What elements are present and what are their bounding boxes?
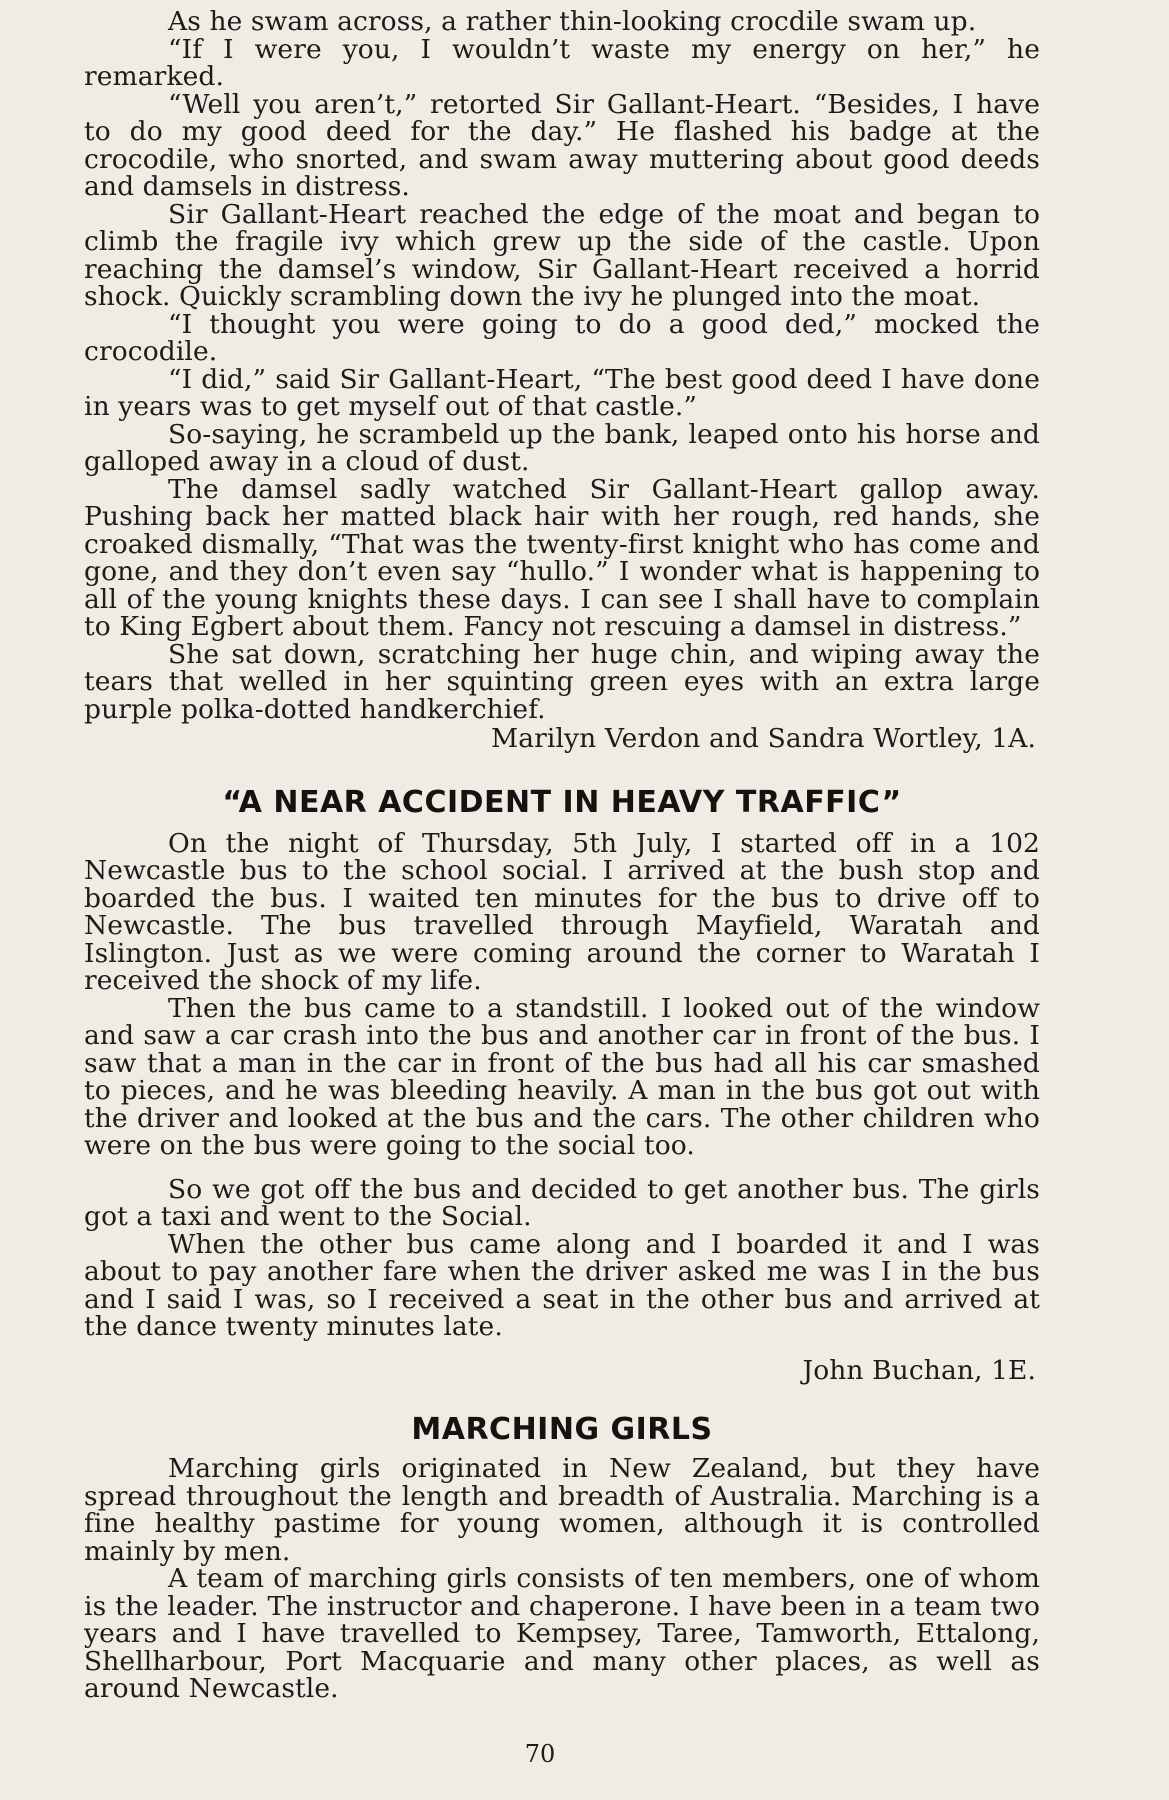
story1-paragraph: Sir Gallant-Heart reached the edge of the moat and began to climb the fragile ivy which grew up the side of the castle. Upon reaching the damsel’s window, Sir Gallant-Heart received a horrid shock. Quickly scrambling down the ivy he plunged into the moat. (84, 198, 1040, 312)
page-number: 70 (524, 1740, 556, 1768)
story2-paragraph: So we got off the bus and decided to get another bus. The girls got a taxi and went to the Social. (84, 1173, 1040, 1232)
story3-paragraph: A team of marching girls consists of ten members, one of whom is the leader. The instructor and chaperone. I have been in a team two years and I have travelled to Kempsey, Taree, Tamworth, Ettalong, Shellharbour, Port Macquarie and many other places, as well as around Newcastle. (84, 1563, 1040, 1704)
story2-paragraph: On the night of Thursday, 5th July, I started off in a 102 Newcastle bus to the school social. I arrived at the bush stop and boarded the bus. I waited ten minutes for the bus to drive off to Newcastle. The bus travelled through Mayfield, Waratah and Islington. Just as we were coming around the corner to Waratah I received the shock of my life. (84, 827, 1040, 996)
story1-paragraph: “Well you aren’t,” retorted Sir Gallant-Heart. “Besides, I have to do my good deed for the day.” He flashed his badge at the crocodile, who snorted, and swam away muttering about good deeds and damsels in distress. (84, 88, 1040, 202)
text-column (84, 8, 1040, 1703)
story2-paragraph: When the other bus came along and I boarded it and I was about to pay another fare when the driver asked me was I in the bus and I said I was, so I received a seat in the other bus and arrived at the dance twenty minutes late. (84, 1228, 1040, 1342)
story3-paragraph: Marching girls originated in New Zealand, but they have spread throughout the length and breadth of Australia. Marching is a fine healthy pastime for young women, although it is controlled mainly by men. (84, 1453, 1040, 1567)
story1-paragraph: “I thought you were going to do a good ded,” mocked the crocodile. (84, 308, 1040, 367)
story1-paragraph: She sat down, scratching her huge chin, and wiping away the tears that welled in her squinting green eyes with an extra large purple polka-dotted handkerchief. (84, 638, 1040, 725)
story1-paragraph: “If I were you, I wouldn’t waste my energy on her,” he remarked. (84, 33, 1040, 92)
story3-heading: MARCHING GIRLS (411, 1412, 713, 1447)
story2-byline: John Buchan, 1E. (802, 1354, 1036, 1386)
story2-heading: “A NEAR ACCIDENT IN HEAVY TRAFFIC” (222, 784, 902, 820)
story1-paragraph: As he swam across, a rather thin-looking crocdile swam up. (168, 6, 977, 37)
story1-paragraph: So-saying, he scrambeld up the bank, leaped onto his horse and galloped away in a cloud of dust. (84, 418, 1040, 477)
story1-paragraph: “I did,” said Sir Gallant-Heart, “The best good deed I have done in years was to get myself out of that castle.” (84, 363, 1040, 422)
story1-byline: Marilyn Verdon and Sandra Wortley, 1A. (491, 723, 1036, 754)
story1-paragraph: The damsel sadly watched Sir Gallant-Heart gallop away. Pushing back her matted black hair with her rough, red hands, she croaked dismally, “That was the twenty-first knight who has come and gone, and they don’t even say “hullo.” I wonder what is happening to all of the young knights these days. I can see I shall have to complain to King Egbert about them. Fancy not rescuing a damsel in distress.” (84, 473, 1040, 642)
story2-paragraph: Then the bus came to a standstill. I looked out of the window and saw a car crash into the bus and another car in front of the bus. I saw that a man in the car in front of the bus had all his car smashed to pieces, and he was bleeding heavily. A man in the bus got out with the driver and looked at the bus and the cars. The other children who were on the bus were going to the social too. (84, 992, 1040, 1161)
